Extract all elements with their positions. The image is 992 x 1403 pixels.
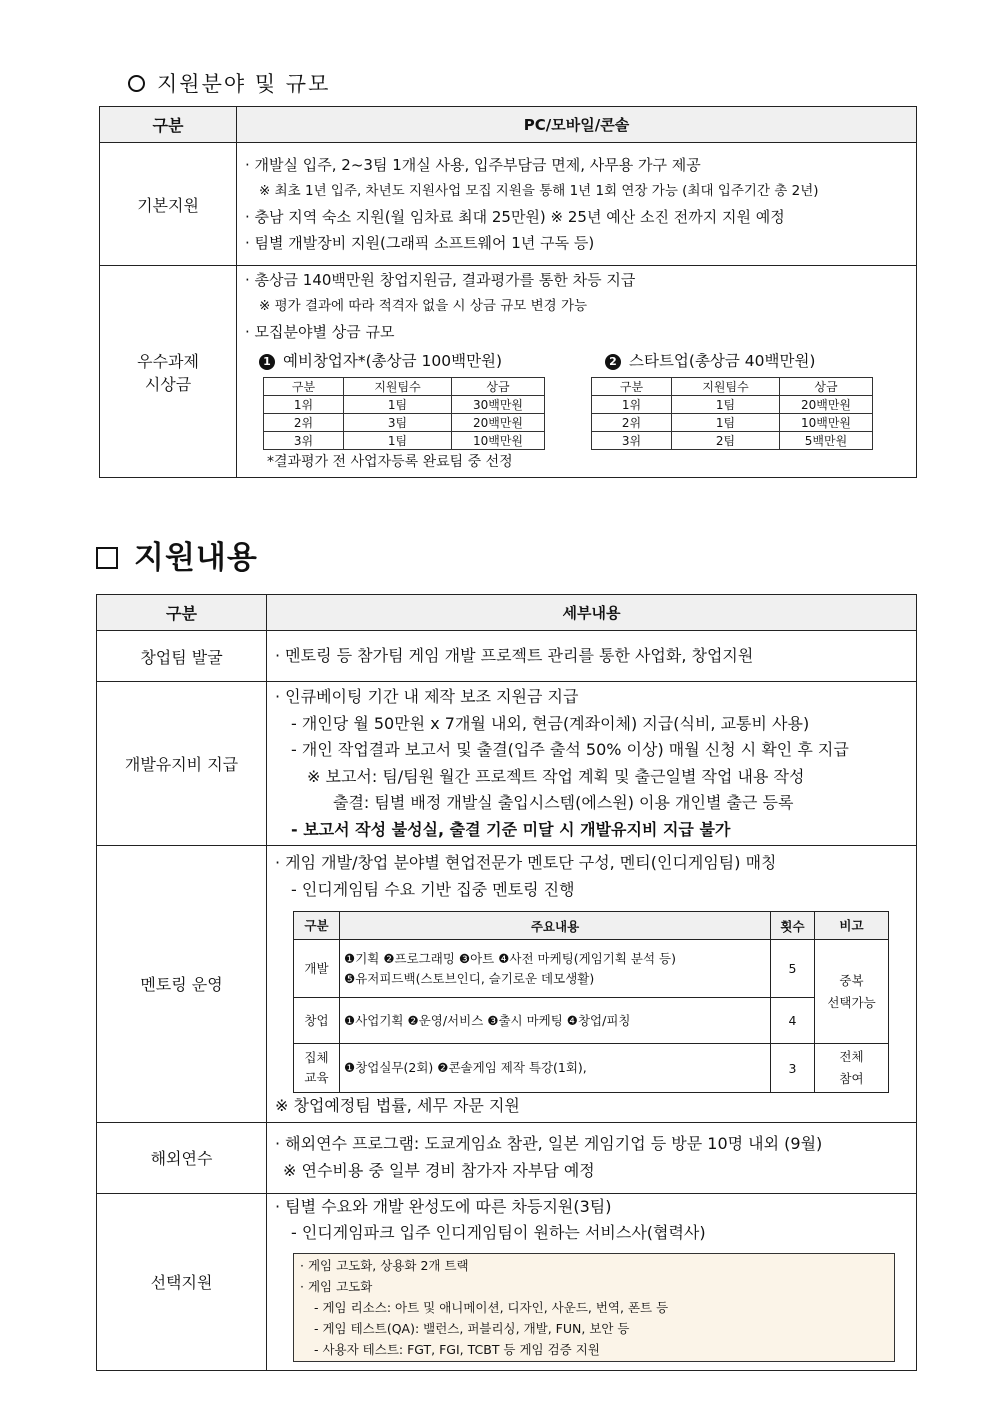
list-note: ※ 보고서: 팀/팀원 월간 프로젝트 작업 계획 및 출근일별 작업 내용 작성 — [307, 766, 805, 786]
discovery-content: · 멘토링 등 참가팀 게임 개발 프로젝트 관리를 통한 사업화, 창업지원 — [267, 631, 917, 682]
list-item: · 인큐베이팅 기간 내 제작 보조 지원금 지급 — [275, 687, 579, 706]
table-header-row: 구분 지원팀수 상금 — [592, 378, 873, 396]
pre-startup-prize-table — [263, 377, 545, 450]
list-note: 출결: 팀별 배정 개발실 출입시스템(에스원) 이용 개인별 출근 등록 — [333, 793, 794, 812]
table-row: 창업 ❶사업기획 ❷운영/서비스 ❸출시 마케팅 ❹창업/피칭 4 — [294, 998, 889, 1044]
startup-title: 2 스타트업(총상금 40백만원) — [591, 347, 873, 375]
optional-service-box: · 게임 고도화, 상용화 2개 트랙 · 게임 고도화 - 게임 리소스: 아트 및 애니메이션, 디자인, 사운드, 번역, 폰트 등 - 게임 테스트(QA): 밸런스, 퍼블리싱, 개발, FUN, 보안 등 - 사용자 테스트: FGT, FGI, TCBT 등 게임 검증 지원 — [293, 1253, 895, 1362]
list-item: · 게임 개발/창업 분야별 현업전문가 멘토단 구성, 멘티(인디게임팀) 매칭 — [275, 853, 777, 872]
header-category: 구분 — [97, 595, 267, 631]
overseas-content — [267, 1122, 917, 1193]
support-details-table — [96, 594, 917, 1371]
table-row: 3위 2팀 5백만원 — [592, 432, 873, 450]
list-item: - 인디게임파크 입주 인디게임팀이 원하는 서비스사(협력사) — [291, 1223, 706, 1242]
prize-tables — [245, 347, 910, 474]
header-platform: PC/모바일/콘솔 — [237, 107, 917, 143]
mentoring-content — [267, 846, 917, 1123]
table-row: 개발 ❶기획 ❷프로그래밍 ❸아트 ❹사전 마케팅(게임기획 분석 등) ❺유저피드백(스토브인디, 슬기로운 데모생활) 5 중복 선택가능 — [294, 940, 889, 998]
optional-row — [97, 1193, 917, 1370]
list-item: · 팀별 개발장비 지원(그래픽 소프트웨어 1년 구독 등) — [245, 234, 595, 252]
list-item: - 개인 작업결과 보고서 및 출결(입주 출석 50% 이상) 매월 신청 시 확인 후 지급 — [291, 740, 849, 759]
number-badge-icon: 2 — [605, 354, 621, 370]
table-header-row — [97, 595, 917, 631]
prize-footnote: *결과평가 전 사업자등록 완료팀 중 선정 — [267, 454, 513, 470]
list-item: · 모집분야별 상금 규모 — [245, 323, 395, 341]
mentoring-label: 멘토링 운영 — [97, 846, 267, 1123]
mentoring-row — [97, 846, 917, 1123]
table-header-row: 구분 지원팀수 상금 — [264, 378, 545, 396]
warning-item: - 보고서 작성 불성실, 출결 기준 미달 시 개발유지비 지급 불가 — [291, 819, 731, 839]
discovery-label: 창업팀 발굴 — [97, 631, 267, 682]
table-header-row — [100, 107, 917, 143]
list-item: - 개인당 월 50만원 x 7개월 내외, 현금(계좌이체) 지급(식비, 교통비 사용) — [291, 713, 810, 733]
maintenance-content — [267, 682, 917, 846]
pre-startup-title: 1 예비창업자*(총상금 100백만원) — [245, 347, 545, 375]
maintenance-label: 개발유지비 지급 — [97, 682, 267, 846]
list-item: · 충남 지역 숙소 지원(월 임차료 최대 25만원) ※ 25년 예산 소진 전까지 지원 예정 — [245, 208, 785, 226]
list-note: ※ 최초 1년 입주, 차년도 지원사업 모집 지원을 통해 1년 1회 연장 가능 (최대 입주기간 총 2년) — [259, 183, 819, 199]
list-item: · 개발실 입주, 2~3팀 1개실 사용, 입주부담금 면제, 사무용 가구 제공 — [245, 156, 701, 174]
optional-content — [267, 1193, 917, 1370]
startup-block — [591, 347, 873, 474]
section2-heading: 지원내용 — [96, 532, 258, 577]
basic-support-row — [100, 143, 917, 266]
header-details: 세부내용 — [267, 595, 917, 631]
list-note: ※ 평가 결과에 따라 적격자 없을 시 상금 규모 변경 가능 — [259, 298, 588, 314]
pre-startup-block — [245, 347, 545, 474]
basic-support-label: 기본지원 — [100, 143, 237, 266]
prize-label: 우수과제 시상금 — [100, 266, 237, 478]
list-item: · 팀별 수요와 개발 완성도에 따른 차등지원(3팀) — [275, 1196, 612, 1216]
list-item: - 인디게임팀 수요 기반 집중 멘토링 진행 — [291, 879, 575, 899]
basic-support-content — [237, 143, 917, 266]
square-bullet-icon — [96, 547, 118, 569]
number-badge-icon: 1 — [259, 354, 275, 370]
table-header-row: 구분 주요내용 횟수 비고 — [294, 912, 889, 940]
table-row: 2위 3팀 20백만원 — [264, 414, 545, 432]
header-category: 구분 — [100, 107, 237, 143]
table-row: 2위 1팀 10백만원 — [592, 414, 873, 432]
table-row: 1위 1팀 30백만원 — [264, 396, 545, 414]
list-item: · 해외연수 프로그램: 도쿄게임쇼 참관, 일본 게임기업 등 방문 10명 내외 (9월) — [275, 1134, 823, 1153]
optional-label: 선택지원 — [97, 1193, 267, 1370]
remark-cell: 중복 선택가능 — [815, 940, 889, 1044]
list-note: ※ 연수비용 중 일부 경비 참가자 자부담 예정 — [283, 1160, 595, 1180]
discovery-row — [97, 631, 917, 682]
prize-content — [237, 266, 917, 478]
overseas-row — [97, 1122, 917, 1193]
startup-prize-table — [591, 377, 873, 450]
list-note: ※ 창업예정팀 법률, 세무 자문 지원 — [275, 1096, 520, 1115]
support-scale-table — [99, 106, 917, 478]
circle-bullet-icon — [128, 75, 145, 92]
table-row: 1위 1팀 20백만원 — [592, 396, 873, 414]
table-row: 집체 교육 ❶창업실무(2회) ❷콘솔게임 제작 특강(1회), 3 전체 참여 — [294, 1044, 889, 1093]
mentoring-table — [293, 911, 889, 1093]
table-row: 3위 1팀 10백만원 — [264, 432, 545, 450]
maintenance-row — [97, 682, 917, 846]
prize-row — [100, 266, 917, 478]
list-item: · 총상금 140백만원 창업지원금, 결과평가를 통한 차등 지급 — [245, 271, 636, 289]
overseas-label: 해외연수 — [97, 1122, 267, 1193]
section1-heading: 지원분야 및 규모 — [128, 68, 330, 98]
